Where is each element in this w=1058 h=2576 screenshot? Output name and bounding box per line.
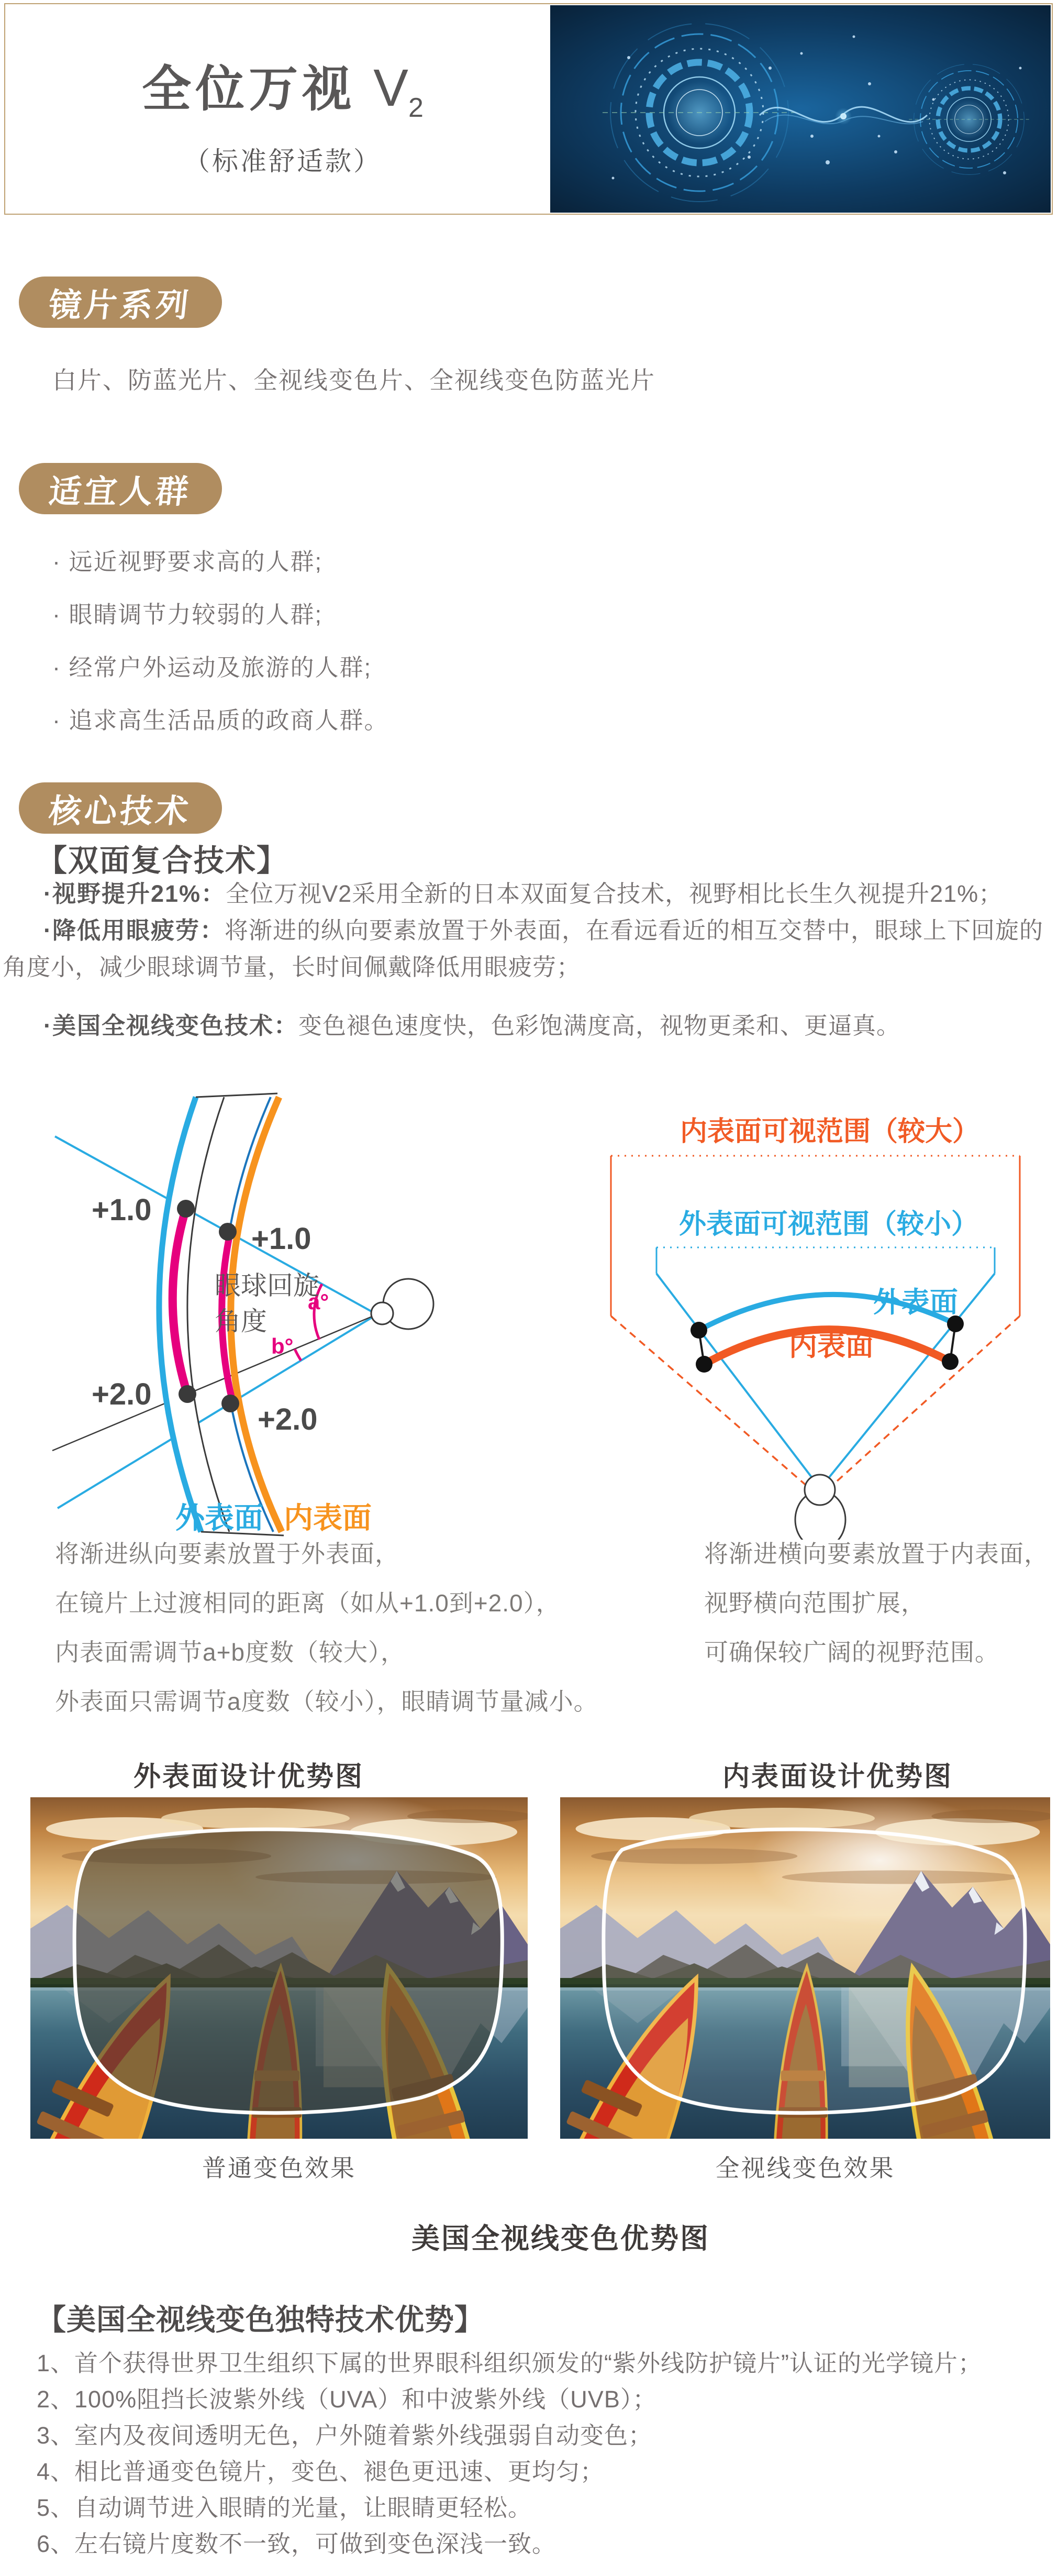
list-item: · 远近视野要求高的人群; (52, 548, 322, 575)
audience-list (52, 535, 389, 747)
svg-text:角度: 角度 (215, 1307, 267, 1336)
transitions-tint-photo (560, 1797, 1050, 2139)
svg-text:外表面: 外表面 (175, 1501, 263, 1534)
dual-surface-heading: 【双面复合技术】 (37, 844, 288, 878)
svg-text:外表面可视范围（较小）: 外表面可视范围（较小） (678, 1209, 979, 1240)
product-title-block (37, 59, 529, 178)
outer-diagram-caption: 外表面设计优势图 (133, 1762, 364, 1792)
list-item: · 追求高生活品质的政商人群。 (52, 707, 389, 734)
left-photo-caption: 普通变色效果 (202, 2154, 356, 2182)
list-item: 3、室内及夜间透明无色，户外随着紫外线强弱自动变色； (37, 2422, 653, 2449)
list-item: · 眼睛调节力较弱的人群; (52, 601, 322, 628)
core-bullet: ·视野提升21%：全位万视V2采用全新的日本双面复合技术，视野相比长生久视提升21%； (43, 880, 1003, 907)
svg-text:内表面: 内表面 (284, 1501, 372, 1534)
inner-explain-text: 将渐进横向要素放置于内表面， 视野横向范围扩展， 可确保较广阔的视野范围。 (704, 1540, 1049, 1666)
ordinary-tint-photo (30, 1797, 528, 2139)
series-text: 白片、防蓝光片、全视线变色片、全视线变色防蓝光片 (52, 367, 655, 394)
core-bullet: ·美国全视线变色技术：变色褪色速度快，色彩饱满度高，视物更柔和、更逼真。 (43, 1012, 901, 1039)
core-bullet: ·降低用眼疲劳：将渐进的纵向要素放置于外表面，在看远看近的相互交替中，眼球上下回旋的角度小，减少眼球调节量，长时间佩戴降低用眼疲劳； (3, 917, 1044, 980)
photos-group-caption: 美国全视线变色优势图 (411, 2223, 710, 2254)
svg-text:+2.0: +2.0 (258, 1402, 318, 1436)
list-item: 4、相比普通变色镜片，变色、褪色更迅速、更均匀； (37, 2458, 605, 2485)
svg-text:b°: b° (271, 1334, 294, 1358)
eye-icon (371, 1279, 433, 1329)
svg-text:+1.0: +1.0 (92, 1193, 152, 1227)
clear-lens-overlay (604, 1829, 1025, 2113)
list-item: 5、自动调节进入眼睛的光量，让眼睛更轻松。 (37, 2494, 532, 2521)
svg-text:+2.0: +2.0 (92, 1377, 152, 1411)
svg-text:眼球回旋: 眼球回旋 (215, 1271, 319, 1300)
advantages-list (37, 2345, 982, 2562)
page-subtitle: （标准舒适款） (184, 147, 382, 176)
outer-surface-diagram (42, 1089, 539, 1540)
list-item: 6、左右镜片度数不一致，可做到变色深浅一致。 (37, 2530, 556, 2557)
badge-lens-series: 镜片系列 (19, 277, 222, 328)
tech-banner-image (550, 5, 1051, 213)
svg-text:外表面: 外表面 (873, 1287, 958, 1318)
badge-core-tech: 核心技术 (19, 782, 222, 834)
inner-diagram-caption: 内表面设计优势图 (722, 1762, 953, 1792)
svg-text:内表面: 内表面 (789, 1330, 874, 1362)
svg-text:内表面可视范围（较大）: 内表面可视范围（较大） (680, 1116, 980, 1147)
core-bullets (3, 876, 1055, 1044)
advantages-heading: 【美国全视线变色独特技术优势】 (37, 2303, 484, 2336)
list-item: · 经常户外运动及旅游的人群; (52, 654, 372, 681)
right-photo-caption: 全视线变色效果 (715, 2154, 895, 2182)
tech-graphic (550, 5, 1051, 213)
list-item: 2、100%阻挡长波紫外线（UVA）和中波紫外线（UVB）； (37, 2386, 657, 2413)
inner-surface-diagram (584, 1089, 1055, 1540)
header-card (4, 3, 1053, 215)
outer-explain-text: 将渐进纵向要素放置于外表面， 在镜片上过渡相同的距离（如从+1.0到+2.0）， 内表面需调节a+b度数（较大）， 外表面只需调节a度数（较小），眼睛调节量减小。 (55, 1540, 598, 1715)
tinted-lens-overlay (74, 1829, 502, 2113)
svg-text:a°: a° (308, 1289, 329, 1314)
page-title: 全位万视 $V_2$ (142, 59, 424, 123)
badge-audience: 适宜人群 (19, 463, 222, 514)
svg-text:+1.0: +1.0 (251, 1222, 311, 1256)
list-item: 1、首个获得世界卫生组织下属的世界眼科组织颁发的“紫外线防护镜片”认证的光学镜片； (37, 2350, 983, 2376)
